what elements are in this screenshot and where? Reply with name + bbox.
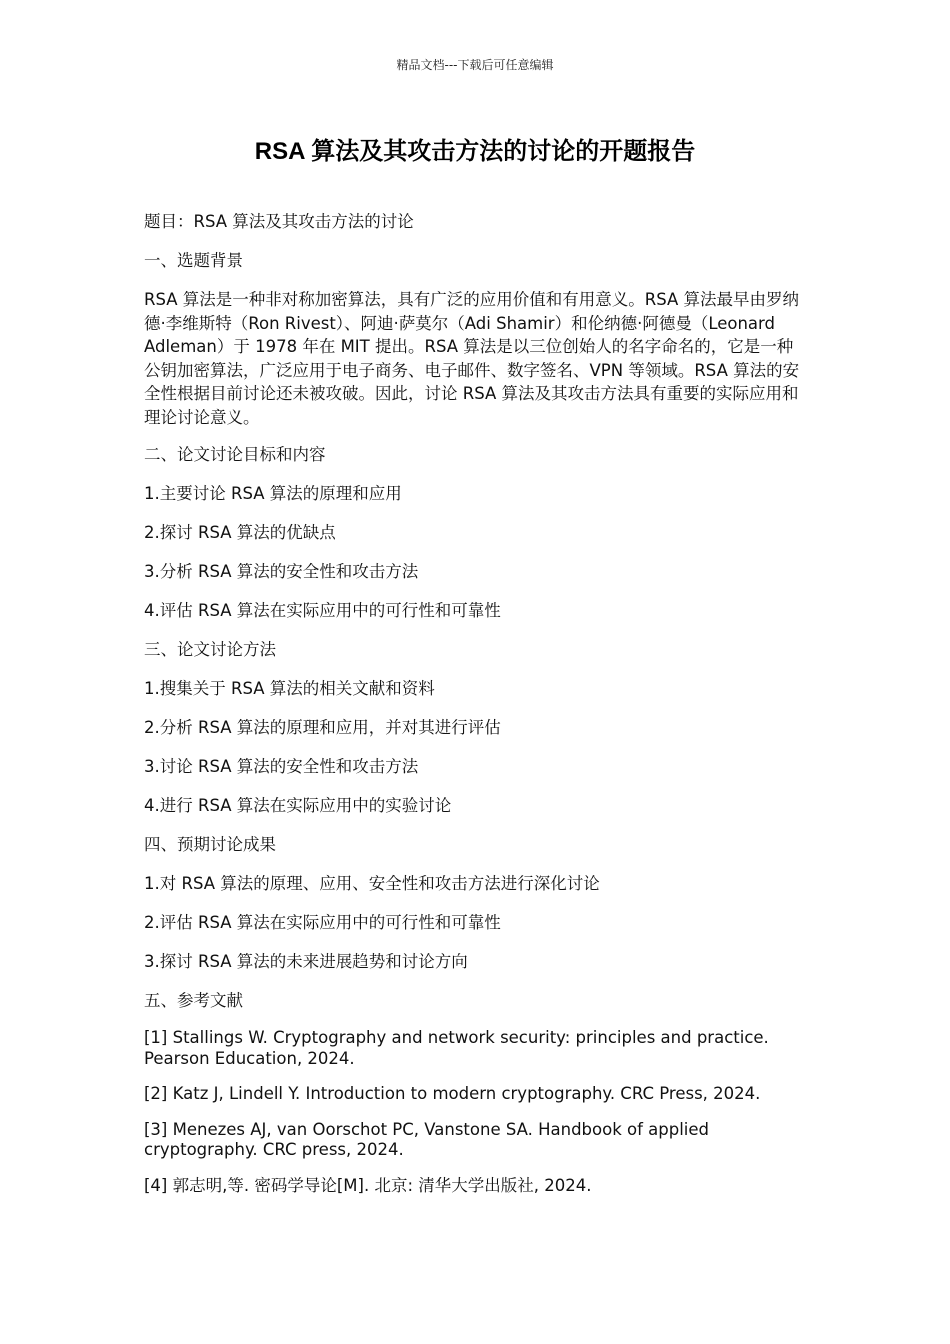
section-heading-outcomes: 四、预期讨论成果 — [144, 835, 276, 854]
method-item: 3.讨论 RSA 算法的安全性和攻击方法 — [144, 757, 419, 776]
section-heading-background: 一、选题背景 — [144, 251, 243, 270]
page-header: 精品文档---下载后可任意编辑 — [396, 58, 554, 72]
goal-item: 4.评估 RSA 算法在实际应用中的可行性和可靠性 — [144, 601, 501, 620]
goal-item: 2.探讨 RSA 算法的优缺点 — [144, 523, 336, 542]
goal-item: 1.主要讨论 RSA 算法的原理和应用 — [144, 484, 402, 503]
reference-item: [4] 郭志明,等. 密码学导论[M]. 北京: 清华大学出版社, 2024. — [144, 1175, 592, 1195]
topic-line: 题目：RSA 算法及其攻击方法的讨论 — [144, 212, 414, 231]
reference-item: [1] Stallings W. Cryptography and network security: principles and practice. Pearson Education, 2024. — [144, 1028, 769, 1068]
outcome-item: 3.探讨 RSA 算法的未来进展趋势和讨论方向 — [144, 952, 468, 971]
background-paragraph: RSA 算法是一种非对称加密算法，具有广泛的应用价值和有用意义。RSA 算法最早由罗纳德·李维斯特（Ron Rivest）、阿迪·萨莫尔（Adi Shamir）和伦纳德·阿德曼（Leonard Adleman）于 1978 年在 MIT 提出。RSA 算法是以三位创始人的名字命名的，它是一种公钥加密算法，广泛应用于电子商务、电子邮件、数字签名、VPN 等领域。RSA 算法的安全性根据目前讨论还未被攻破。因此，讨论 RSA 算法及其攻击方法具有重要的实际应用和理论讨论意义。 — [144, 290, 800, 427]
document-body — [144, 210, 809, 1211]
section-heading-methods: 三、论文讨论方法 — [144, 640, 276, 659]
method-item: 1.搜集关于 RSA 算法的相关文献和资料 — [144, 679, 435, 698]
outcome-item: 1.对 RSA 算法的原理、应用、安全性和攻击方法进行深化讨论 — [144, 874, 600, 893]
reference-item: [3] Menezes AJ, van Oorschot PC, Vanstone SA. Handbook of applied cryptography. CRC press, 2024. — [144, 1119, 710, 1159]
section-heading-references: 五、参考文献 — [144, 991, 243, 1010]
section-heading-goals: 二、论文讨论目标和内容 — [144, 445, 326, 464]
reference-item: [2] Katz J, Lindell Y. Introduction to modern cryptography. CRC Press, 2024. — [144, 1084, 761, 1103]
goal-item: 3.分析 RSA 算法的安全性和攻击方法 — [144, 562, 419, 581]
method-item: 4.进行 RSA 算法在实际应用中的实验讨论 — [144, 796, 452, 815]
outcome-item: 2.评估 RSA 算法在实际应用中的可行性和可靠性 — [144, 913, 501, 932]
document-title: RSA 算法及其攻击方法的讨论的开题报告 — [254, 138, 696, 165]
method-item: 2.分析 RSA 算法的原理和应用，并对其进行评估 — [144, 718, 501, 737]
